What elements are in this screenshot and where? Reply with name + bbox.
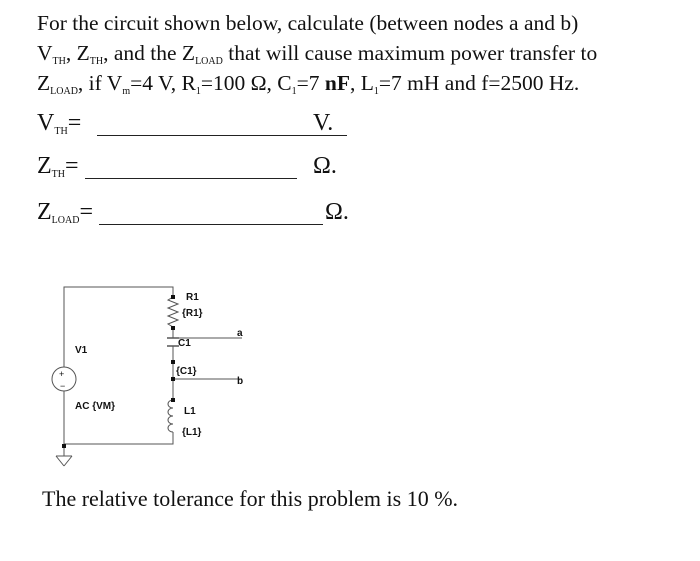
l1-value-label: {L1} <box>182 427 202 438</box>
answer-zth-input-line[interactable] <box>85 178 297 179</box>
node-dot <box>171 326 175 330</box>
c1-value-label: {C1} <box>176 366 197 377</box>
problem-line-2: $V_{TH}$, $Z_{TH}$, and the $Z_{LOAD}$ that will cause maximum power transfer to <box>37 41 598 67</box>
answer-vth-input-line[interactable] <box>97 135 347 136</box>
node-dot <box>171 360 175 364</box>
r1-value-label: {R1} <box>182 308 203 319</box>
node-dot <box>62 444 66 448</box>
v1-value-label: AC {VM} <box>75 401 116 412</box>
circuit-diagram <box>30 280 270 480</box>
answer-vth-row <box>37 110 677 140</box>
answer-zload-input-line[interactable] <box>99 224 323 225</box>
answer-vth-label: $V_{TH}=$ <box>37 110 82 137</box>
problem-statement <box>37 8 687 98</box>
answer-zload-row <box>37 199 677 229</box>
l1-name-label: L1 <box>184 406 196 417</box>
node-a-label: a <box>237 328 243 339</box>
node-dot <box>171 377 175 381</box>
inductor-l1-icon <box>168 400 173 432</box>
top-wire <box>64 287 173 374</box>
answer-zth-row <box>37 153 677 183</box>
r1-name-label: R1 <box>186 292 199 303</box>
node-dot <box>171 398 175 402</box>
answer-zload-unit: Ω. <box>325 199 349 225</box>
node-b-label: b <box>237 376 244 387</box>
v1-plus-sign: + <box>59 369 65 379</box>
c1-name-label: C1 <box>178 338 191 349</box>
problem-line-1: For the circuit shown below, calculate (between nodes a and b) <box>37 11 579 35</box>
resistor-r1-icon <box>168 297 178 327</box>
answer-vth-unit: V. <box>313 110 334 136</box>
tolerance-note: The relative tolerance for this problem is 10 %. <box>42 486 459 511</box>
answer-zth-unit: Ω. <box>313 153 337 179</box>
answer-zth-label: $Z_{TH}=$ <box>37 153 79 180</box>
v1-name-label: V1 <box>75 345 88 356</box>
problem-line-3: $Z_{LOAD}$, if $V_m=4$ V, $R_1=100$ Ω, $C_1=7$ nF, $L_1=7$ mH and f=2500 Hz. <box>37 71 580 97</box>
node-dot <box>171 295 175 299</box>
answer-zload-label: $Z_{LOAD}=$ <box>37 199 93 226</box>
v1-minus-sign: − <box>60 381 66 391</box>
ground-icon <box>56 456 72 466</box>
bottom-wire <box>64 432 173 444</box>
